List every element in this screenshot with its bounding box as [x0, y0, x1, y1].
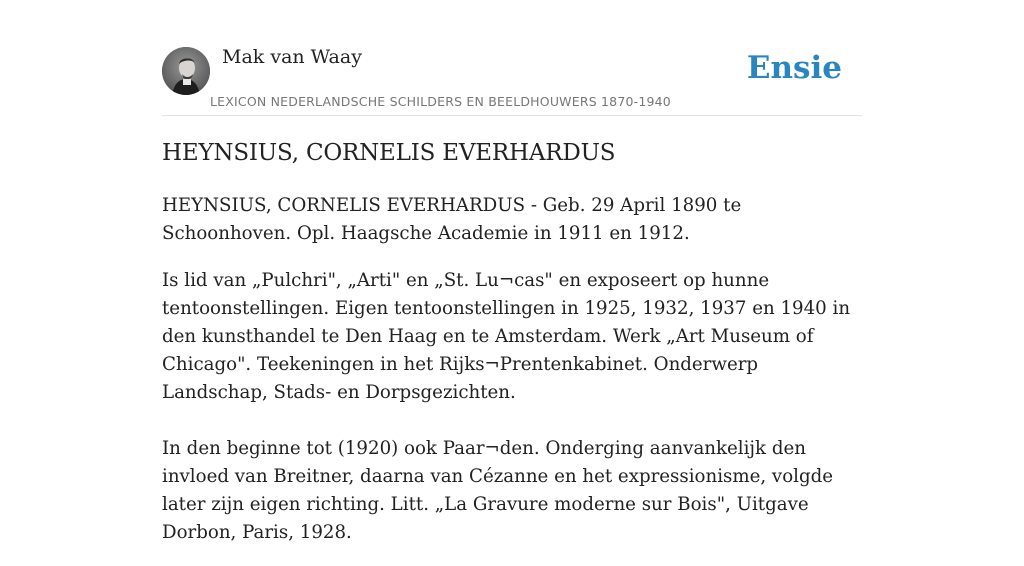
source-lexicon[interactable]: LEXICON NEDERLANDSCHE SCHILDERS EN BEELDHOUWERS 1870-1940 [210, 94, 671, 109]
page-title: HEYNSIUS, CORNELIS EVERHARDUS [162, 140, 616, 166]
author-name[interactable]: Mak van Waay [222, 46, 362, 68]
author-avatar[interactable] [162, 47, 210, 95]
article-body [162, 192, 862, 566]
spacer [162, 426, 862, 435]
header-divider [162, 115, 862, 116]
paragraph: In den beginne tot (1920) ook Paar¬den. Onderging aanvankelijk den invloed van Breitner, daarna van Cézanne en het expressionisme, volgde later zijn eigen richting. Litt. „La Gravure moderne sur Bois", Uitgave Dorbon, Paris, 1928. [162, 438, 834, 543]
paragraph: Is lid van „Pulchri", „Arti" en „St. Lu¬cas" en exposeert op hunne tentoonstellingen. Eigen tentoonstellingen in 1925, 1932, 1937 en 1940 in den kunsthandel te Den Haag en te Amsterdam. Werk „Art Museum of Chicago". Teekeningen in het Rijks¬Prentenkabinet. Onderwerp Landschap, Stads- en Dorpsgezichten. [162, 270, 851, 403]
ensie-logo[interactable]: Ensie [746, 50, 842, 86]
portrait-photo-icon [162, 47, 210, 95]
paragraph: HEYNSIUS, CORNELIS EVERHARDUS - Geb. 29 April 1890 te Schoonhoven. Opl. Haagsche Academie in 1911 en 1912. [162, 195, 742, 244]
